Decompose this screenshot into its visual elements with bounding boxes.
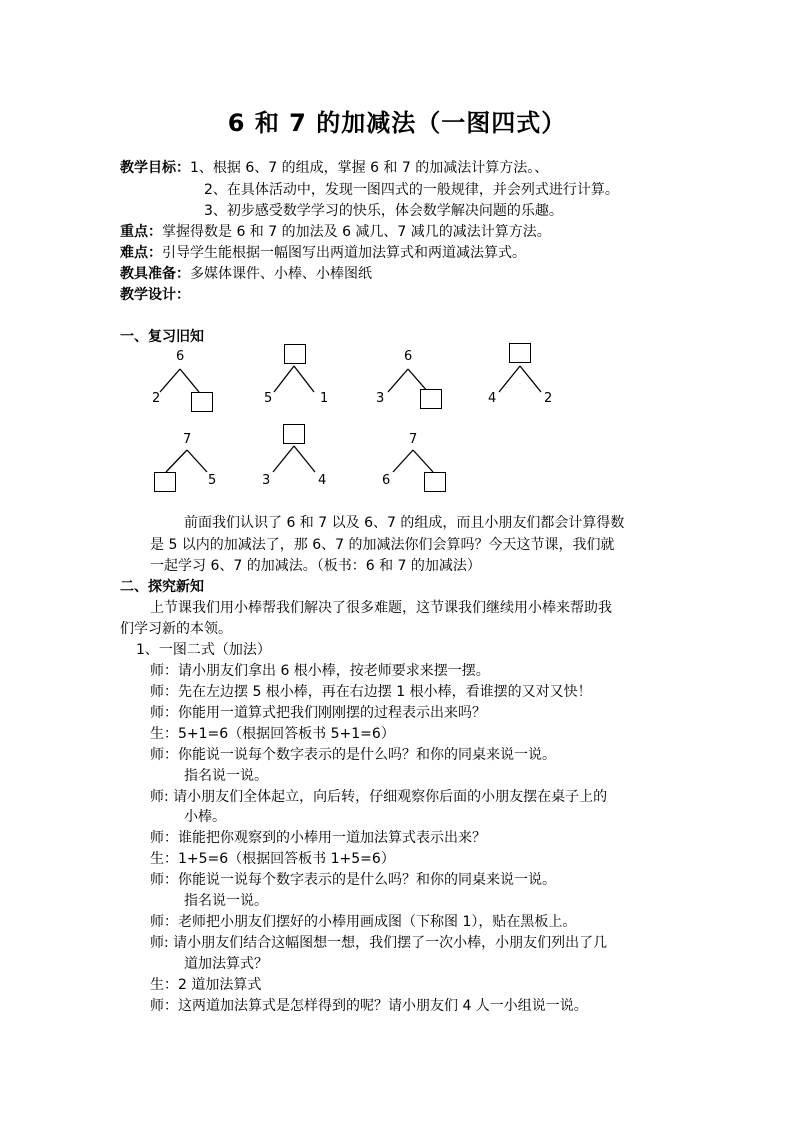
dialogue-line: 师: 请小朋友们全体起立，向后转，仔细观察你后面的小朋友摆在桌子上的 <box>150 789 608 805</box>
section2-intro-line-1: 上节课我们用小棒帮我们解决了很多难题，这节课我们继续用小棒来帮助我 <box>150 600 612 616</box>
page-title: 6 和 7 的加减法（一图四式） <box>227 109 567 137</box>
dialogue-line: 指名说一说。 <box>184 893 268 909</box>
tree4-top-blank-box[interactable] <box>509 343 531 363</box>
tree2-top-blank-box[interactable] <box>284 344 306 364</box>
dialogue-line: 指名说一说。 <box>184 768 268 784</box>
dialogue-line: 师：老师把小朋友们摆好的小棒用画成图（下称图 1），贴在黑板上。 <box>150 914 577 930</box>
tree7-right-blank-box[interactable] <box>424 472 446 492</box>
dialogue-line: 师：你能说一说每个数字表示的是什么吗？和你的同桌来说一说。 <box>150 747 556 763</box>
design-label: 教学设计： <box>120 287 190 303</box>
tools-text: 多媒体课件、小棒、小棒图纸 <box>190 266 372 282</box>
subsection-1-heading: 1、一图二式（加法） <box>136 642 271 658</box>
tree3-top: 6 <box>404 349 413 364</box>
key-point-text: 掌握得数是 6 和 7 的加法及 6 减几、7 减几的减法计算方法。 <box>162 224 551 240</box>
goal-item-3: 3、初步感受数学学习的快乐，体会数学解决问题的乐趣。 <box>204 203 563 219</box>
dialogue-line: 小棒。 <box>184 809 226 825</box>
tree7-top: 7 <box>409 432 418 447</box>
intro-line-3: 一起学习 6、7 的加减法。（板书：6 和 7 的加减法） <box>150 558 481 574</box>
tree1-left: 2 <box>152 391 161 406</box>
goal-item-2: 2、在具体活动中，发现一图四式的一般规律，并会列式进行计算。 <box>204 182 619 198</box>
tree5-right: 5 <box>208 473 217 488</box>
dialogue-line: 生：5+1=6（根据回答板书 5+1=6） <box>150 726 395 742</box>
tree4-right: 2 <box>544 391 553 406</box>
dialogue-line: 生：2 道加法算式 <box>150 977 262 993</box>
dialogue-line: 道加法算式？ <box>184 956 268 972</box>
dialogue-line: 师：你能说一说每个数字表示的是什么吗？和你的同桌来说一说。 <box>150 872 556 888</box>
tree3-left: 3 <box>376 391 385 406</box>
intro-line-1: 前面我们认识了 6 和 7 以及 6、7 的组成，而且小朋友们都会计算得数 <box>184 515 625 531</box>
tree2-left: 5 <box>264 391 273 406</box>
section1-heading: 一、复习旧知 <box>120 329 204 345</box>
tree7-left: 6 <box>382 473 391 488</box>
tree6-left: 3 <box>262 473 271 488</box>
difficulty-text: 引导学生能根据一幅图写出两道加法算式和两道减法算式。 <box>162 245 526 261</box>
goal-item-1: 1、根据 6、7 的组成，掌握 6 和 7 的加减法计算方法。、 <box>190 160 549 176</box>
goals-label: 教学目标： <box>120 160 190 176</box>
tree6-top-blank-box[interactable] <box>283 424 305 444</box>
dialogue-line: 师：请小朋友们拿出 6 根小棒，按老师要求来摆一摆。 <box>150 663 490 679</box>
tree2-right: 1 <box>320 391 329 406</box>
section2-heading: 二、探究新知 <box>120 579 204 595</box>
tree3-right-blank-box[interactable] <box>420 389 442 409</box>
dialogue-line: 师：谁能把你观察到的小棒用一道加法算式表示出来？ <box>150 830 486 846</box>
dialogue-line: 师: 请小朋友们结合这幅图想一想，我们摆了一次小棒，小朋友们列出了几 <box>150 935 608 951</box>
tree6-right: 4 <box>318 473 327 488</box>
section2-intro-line-2: 们学习新的本领。 <box>120 621 232 637</box>
intro-line-2: 是 5 以内的加减法了，那 6、7 的加减法你们会算吗？今天这节课，我们就 <box>150 537 615 553</box>
tools-label: 教具准备： <box>120 266 190 282</box>
dialogue-line: 师：这两道加法算式是怎样得到的呢？请小朋友们 4 人一小组说一说。 <box>150 998 588 1014</box>
tree1-right-blank-box[interactable] <box>191 392 213 412</box>
key-point-label: 重点： <box>120 224 162 240</box>
dialogue-line: 师：先在左边摆 5 根小棒，再在右边摆 1 根小棒，看谁摆的又对又快！ <box>150 684 592 700</box>
difficulty-label: 难点： <box>120 245 162 261</box>
dialogue-line: 生：1+5=6（根据回答板书 1+5=6） <box>150 851 395 867</box>
tree1-top: 6 <box>176 349 185 364</box>
dialogue-line: 师：你能用一道算式把我们刚刚摆的过程表示出来吗？ <box>150 705 486 721</box>
tree5-top: 7 <box>183 432 192 447</box>
tree4-left: 4 <box>488 391 497 406</box>
tree5-left-blank-box[interactable] <box>154 472 176 492</box>
